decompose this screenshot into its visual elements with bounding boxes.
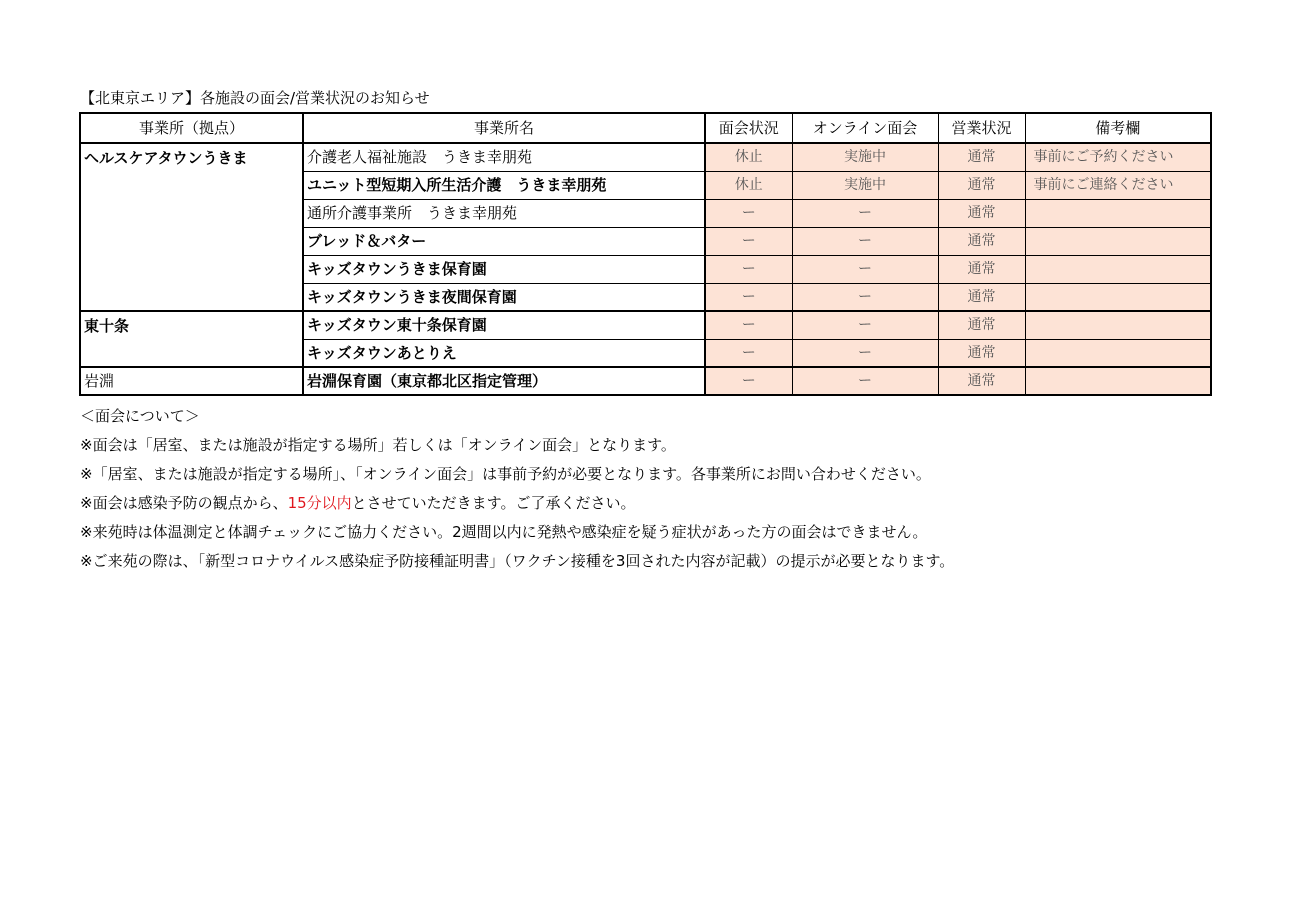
note-cell (1025, 367, 1211, 395)
note-text: とさせていただきます。ご了承ください。 (351, 494, 636, 512)
note-line: ※ご来苑の際は、「新型コロナウイルス感染症予防接種証明書」（ワクチン接種を3回された内容が記載）の提示が必要となります。 (80, 552, 955, 570)
note-cell (1025, 283, 1211, 311)
header-notes: 備考欄 (1025, 113, 1211, 143)
table-row (80, 367, 1211, 395)
time-limit-highlight: 15分以内 (287, 494, 352, 512)
online-visit-cell: ー (792, 227, 938, 255)
online-visit-cell: 実施中 (792, 171, 938, 199)
facility-name-cell: キッズタウンあとりえ (303, 339, 705, 367)
business-status-cell: 通常 (938, 171, 1025, 199)
header-online-visit: オンライン面会 (792, 113, 938, 143)
facility-name-cell: ブレッド＆バター (303, 227, 705, 255)
visit-status-cell: ー (705, 283, 792, 311)
note-cell (1025, 255, 1211, 283)
visit-status-cell: ー (705, 199, 792, 227)
online-visit-cell: ー (792, 255, 938, 283)
online-visit-cell: ー (792, 311, 938, 339)
facility-status-table (79, 112, 1212, 396)
business-status-cell: 通常 (938, 199, 1025, 227)
note-cell (1025, 227, 1211, 255)
business-status-cell: 通常 (938, 255, 1025, 283)
facility-name-cell: 岩淵保育園（東京都北区指定管理） (303, 367, 705, 395)
table-header-row (80, 113, 1211, 143)
visit-status-cell: 休止 (705, 143, 792, 171)
note-cell: 事前にご連絡ください (1025, 171, 1211, 199)
business-status-cell: 通常 (938, 339, 1025, 367)
note-cell (1025, 311, 1211, 339)
header-visit-status: 面会状況 (705, 113, 792, 143)
header-facility-name: 事業所名 (303, 113, 705, 143)
note-line (80, 489, 954, 518)
base-cell: ヘルスケアタウンうきま (80, 143, 303, 311)
business-status-cell: 通常 (938, 227, 1025, 255)
online-visit-cell: ー (792, 199, 938, 227)
business-status-cell: 通常 (938, 143, 1025, 171)
facility-name-cell: 介護老人福祉施設 うきま幸朋苑 (303, 143, 705, 171)
base-cell: 岩淵 (80, 367, 303, 395)
base-cell: 東十条 (80, 311, 303, 367)
note-cell (1025, 339, 1211, 367)
business-status-cell: 通常 (938, 283, 1025, 311)
table-row (80, 143, 1211, 171)
note-line: ※「居室、または施設が指定する場所」、「オンライン面会」は事前予約が必要となります。各事業所にお問い合わせください。 (80, 465, 931, 483)
facility-name-cell: キッズタウン東十条保育園 (303, 311, 705, 339)
note-cell (1025, 199, 1211, 227)
visit-status-cell: ー (705, 311, 792, 339)
online-visit-cell: ー (792, 283, 938, 311)
visit-status-cell: ー (705, 367, 792, 395)
business-status-cell: 通常 (938, 367, 1025, 395)
facility-name-cell: キッズタウンうきま保育園 (303, 255, 705, 283)
online-visit-cell: ー (792, 367, 938, 395)
online-visit-cell: ー (792, 339, 938, 367)
visit-status-cell: ー (705, 227, 792, 255)
visit-notes (80, 402, 954, 576)
note-line: ※面会は「居室、または施設が指定する場所」若しくは「オンライン面会」となります。 (80, 436, 676, 454)
facility-name-cell: 通所介護事業所 うきま幸朋苑 (303, 199, 705, 227)
facility-name-cell: ユニット型短期入所生活介護 うきま幸朋苑 (303, 171, 705, 199)
facility-name-cell: キッズタウンうきま夜間保育園 (303, 283, 705, 311)
page-title: 【北東京エリア】各施設の面会/営業状況のお知らせ (80, 89, 430, 107)
header-base: 事業所（拠点） (80, 113, 303, 143)
note-text: ※面会は感染予防の観点から、 (80, 494, 288, 512)
note-cell: 事前にご予約ください (1025, 143, 1211, 171)
notes-heading: ＜面会について＞ (80, 407, 200, 425)
business-status-cell: 通常 (938, 311, 1025, 339)
header-business-status: 営業状況 (938, 113, 1025, 143)
table-row (80, 311, 1211, 339)
online-visit-cell: 実施中 (792, 143, 938, 171)
visit-status-cell: ー (705, 255, 792, 283)
visit-status-cell: 休止 (705, 171, 792, 199)
note-line: ※来苑時は体温測定と体調チェックにご協力ください。2週間以内に発熱や感染症を疑う症状があった方の面会はできません。 (80, 523, 928, 541)
visit-status-cell: ー (705, 339, 792, 367)
